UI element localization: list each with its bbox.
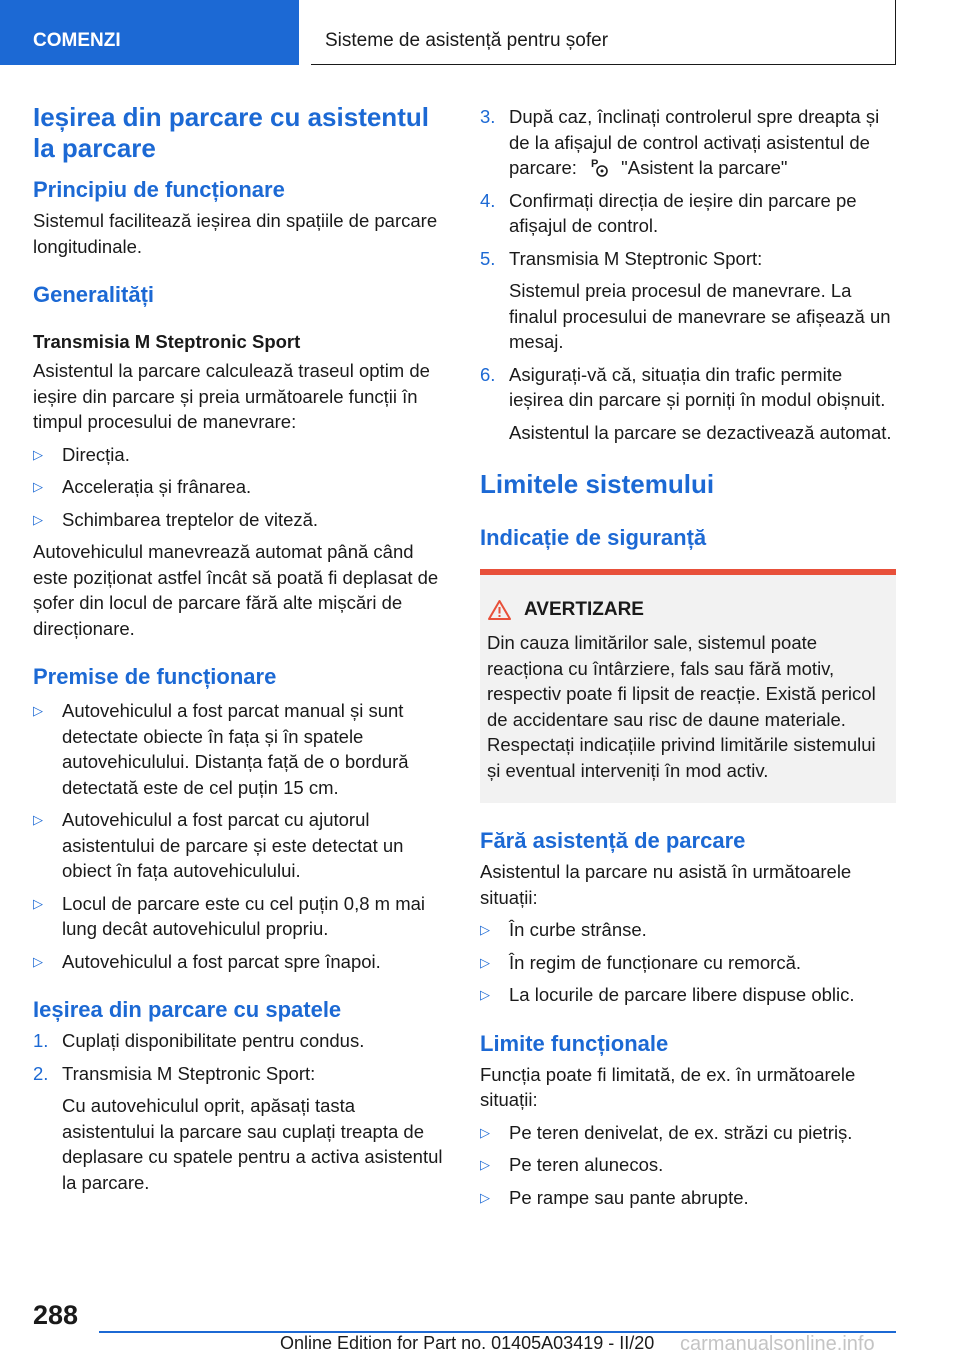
bullet-icon: ▷ (33, 812, 43, 827)
reverse-heading: Ieșirea din parcare cu spatele (33, 997, 342, 1022)
bullet-icon: ▷ (480, 1157, 490, 1172)
general-text-2: Autovehiculul manevrează automat până când este poziționat astfel încât să poată fi deplasat de șofer din locul de parcare fără alte mișcări de direcționare. (33, 541, 439, 639)
bullet-icon: ▷ (33, 446, 43, 462)
edition-note: Online Edition for Part no. 01405A03419 - II/20 (280, 1333, 655, 1353)
watermark: carmanualsonline.info (680, 1333, 875, 1355)
prereq-heading: Premise de funcționare (33, 664, 277, 689)
bullet-icon: ▷ (480, 987, 490, 1002)
principle-text: Sistemul facilitează ieșirea din spațiile de parcare longitudinale. (33, 210, 438, 257)
list-item: ▷ Locul de parcare este cu cel puțin 0,8 m mai lung decât autovehiculul propriu. (33, 892, 425, 939)
step-item: 5. Transmisia M Steptronic Sport: Sistemul preia procesul de manevrare. La finalul procesului de manevrare se afișează un mesaj. (480, 247, 891, 352)
step-item: 3. După caz, înclinați controlerul spre dreapta și de la afișajul de control activați asistentul de parcare: P "Asistent la parcare" (480, 106, 880, 178)
funclimits-list (480, 1120, 896, 1211)
general-list (33, 442, 449, 533)
chapter-label: Sisteme de asistență pentru șofer (325, 30, 609, 51)
warning-triangle-icon (487, 599, 512, 621)
limits-heading: Limitele sistemului (480, 469, 715, 499)
warning-box (480, 575, 896, 803)
left-column (33, 102, 449, 1195)
noassist-text: Asistentul la parcare nu asistă în următoarele situații: (480, 861, 852, 908)
warning-header (487, 597, 882, 622)
bullet-icon: ▷ (33, 479, 43, 494)
step-item: 4. Confirmați direcția de ieșire din parcare pe afișajul de control. (480, 189, 857, 236)
warning-title: AVERTIZARE (524, 599, 644, 620)
step-number: 3. (480, 106, 496, 127)
list-item: ▷ Pe teren alunecos. (480, 1152, 896, 1178)
page-number: 288 (33, 1300, 79, 1330)
step-number: 6. (480, 363, 496, 385)
safety-heading: Indicație de siguranță (480, 525, 707, 550)
step-number: 4. (480, 189, 496, 211)
step-item: 6. Asigurați-vă că, situația din trafic permite ieșirea din parcare și porniți în modul obișnuit. Asistentul la parcare se dezactivează automat. (480, 363, 892, 443)
list-item: ▷ Autovehiculul a fost parcat cu ajutorul asistentului de parcare și este detectat un obiect în fața autovehiculului. (33, 809, 404, 881)
bullet-icon: ▷ (33, 895, 43, 911)
transmission-heading: Transmisia M Steptronic Sport (33, 331, 301, 352)
list-item: ▷ Schimbarea treptelor de viteză. (33, 507, 449, 533)
bullet-icon: ▷ (33, 953, 43, 969)
funclimits-text: Funcția poate fi limitată, de ex. în următoarele situații: (480, 1063, 856, 1110)
step-item: 1. Cuplați disponibilitate pentru condus. (33, 1028, 449, 1054)
list-item: ▷ Autovehiculul a fost parcat spre înapoi. (33, 949, 449, 975)
reverse-steps (33, 1028, 449, 1195)
bullet-icon: ▷ (33, 511, 43, 527)
list-item: ▷ Pe rampe sau pante abrupte. (480, 1185, 896, 1211)
step-number: 1. (33, 1030, 49, 1051)
bullet-icon: ▷ (33, 703, 43, 718)
list-item: ▷ Autovehiculul a fost parcat manual și sunt detectate obiecte în fața și în spatele autovehiculului. Distanța față de o bordură detectată este de cel puțin 15 cm. (33, 700, 409, 798)
chapter-tab (311, 0, 896, 65)
list-item: ▷ Accelerația și frânarea. (33, 474, 449, 500)
section-label: COMENZI (33, 30, 121, 51)
prereq-list (33, 698, 449, 974)
list-item: ▷ La locurile de parcare libere dispuse oblic. (480, 982, 896, 1008)
bullet-icon: ▷ (480, 1124, 490, 1140)
funclimits-heading: Limite funcționale (480, 1030, 669, 1056)
bullet-icon: ▷ (480, 954, 490, 970)
warning-text: Din cauza limitărilor sale, sistemul poate reacționa cu întârziere, fals sau fără motiv, respectiv poate fi lipsit de reacție. Există pericol de accidentare sau risc de daune materiale. Respectați indicațiile privind limitările sistemului și eventual interveniți în mod activ. (487, 632, 876, 781)
warning-panel (480, 569, 896, 803)
step-item: 2. Transmisia M Steptronic Sport: Cu autovehiculul oprit, apăsați tasta asistentului la parcare sau cuplați treapta de deplasare cu spatele pentru a activa asistentul la parcare. (33, 1062, 443, 1193)
general-heading: Generalități (33, 282, 155, 307)
section-tab (0, 0, 299, 65)
list-item: ▷ În curbe strânse. (480, 917, 896, 943)
list-item: ▷ Direcția. (33, 442, 449, 468)
parking-assistant-icon (584, 156, 614, 178)
step-number: 2. (33, 1062, 49, 1084)
noassist-heading: Fără asistență de parcare (480, 828, 746, 853)
bullet-icon: ▷ (480, 922, 490, 937)
list-item: ▷ Pe teren denivelat, de ex. străzi cu pietriș. (480, 1120, 896, 1146)
svg-text:P: P (591, 158, 599, 170)
principle-heading: Principiu de funcționare (33, 177, 285, 202)
noassist-list (480, 917, 896, 1008)
continued-steps (480, 104, 896, 445)
general-text: Asistentul la parcare calculează traseul optim de ieșire din parcare și preia următoarele funcții în timpul procesului de manevrare: (33, 360, 430, 432)
step-number: 5. (480, 247, 496, 269)
bullet-icon: ▷ (480, 1189, 490, 1205)
page-title: Ieșirea din parcare cu asistentul la parcare (33, 102, 429, 163)
list-item: ▷ În regim de funcționare cu remorcă. (480, 950, 896, 976)
right-column (480, 104, 896, 1210)
